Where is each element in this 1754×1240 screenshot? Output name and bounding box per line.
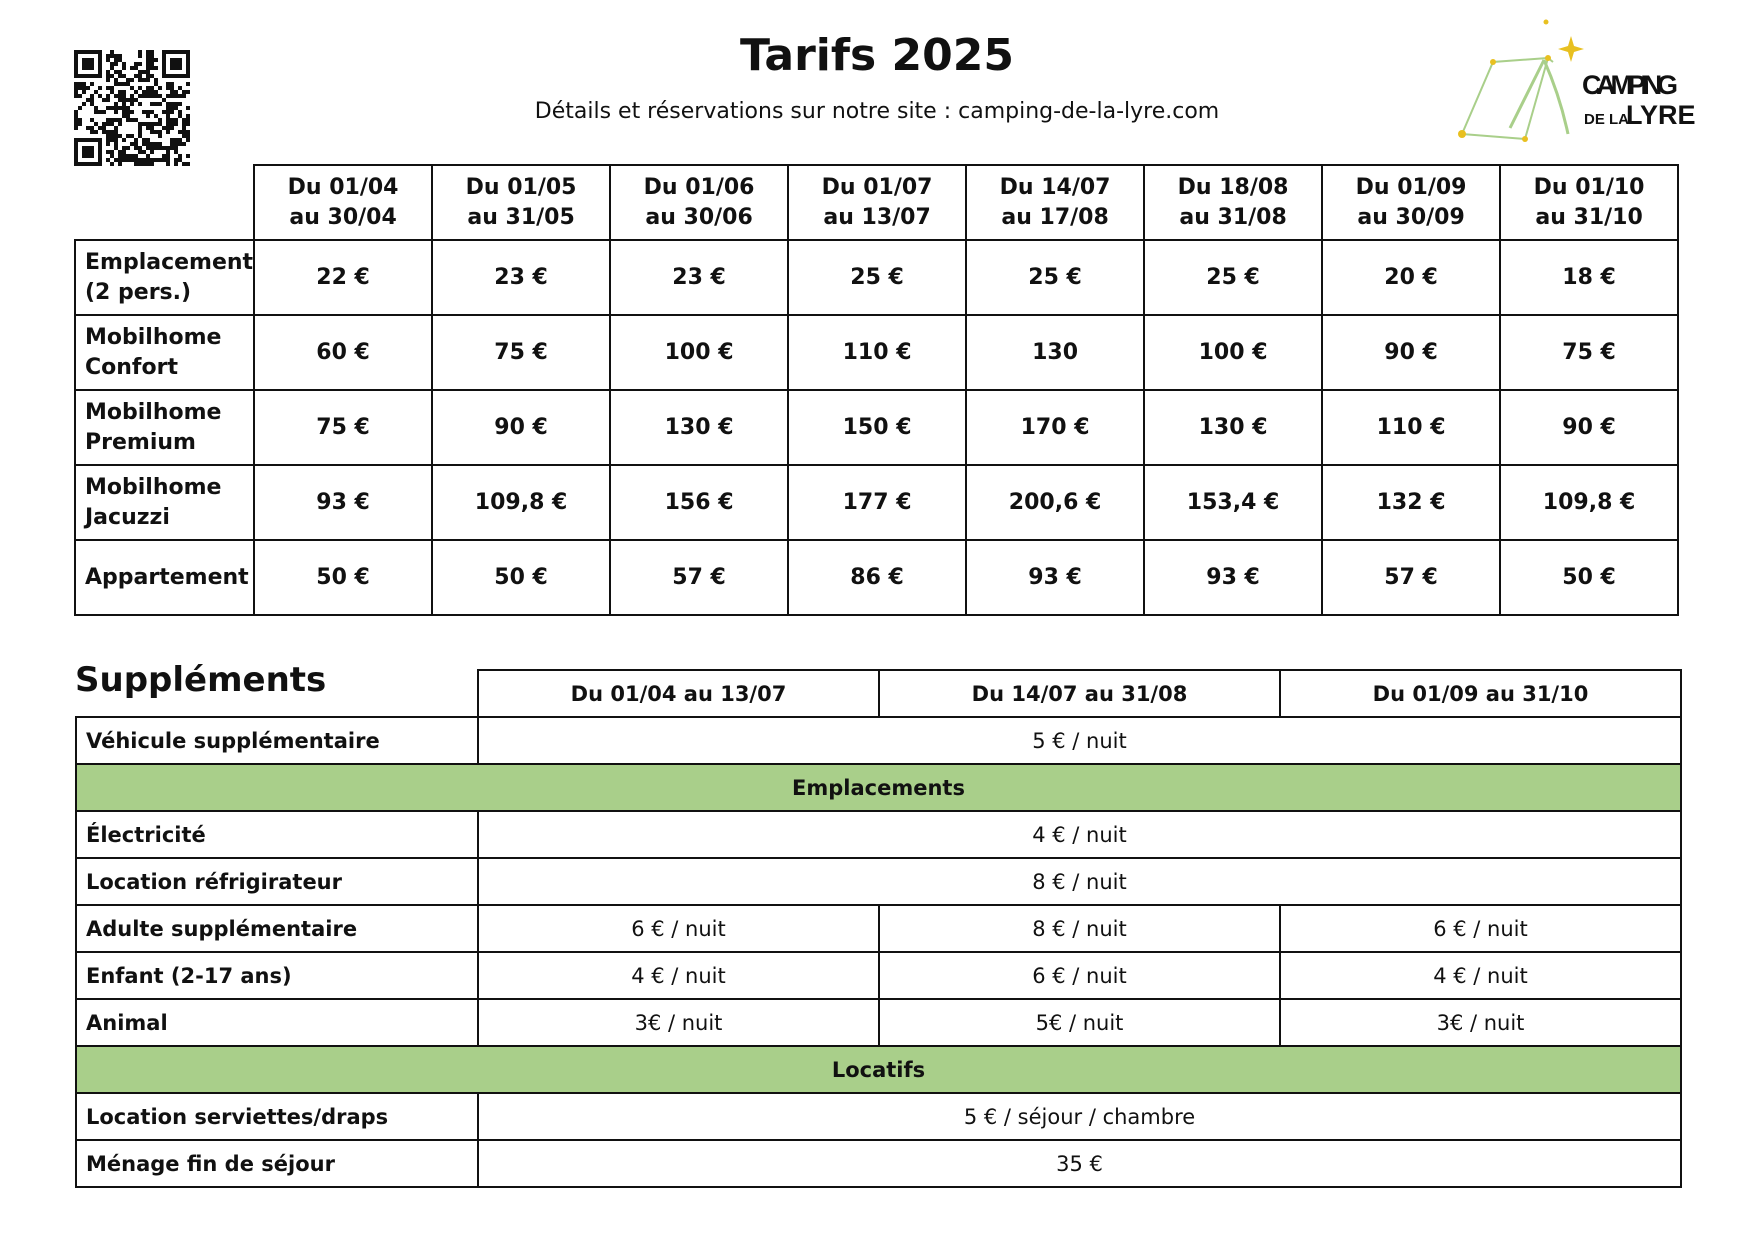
- section-row: [76, 764, 1681, 811]
- supplements-header-row: [76, 670, 1681, 717]
- price-cell: 90 €: [1500, 390, 1678, 465]
- price-cell: 130 €: [1144, 390, 1322, 465]
- period-header: [1322, 165, 1500, 240]
- supplement-row: [76, 1140, 1681, 1187]
- rate-row-emplacement: [75, 240, 1678, 315]
- period-end: au 30/04: [289, 204, 397, 230]
- price-cell: 25 €: [966, 240, 1144, 315]
- supplement-value: 5€ / nuit: [879, 999, 1280, 1046]
- empty-corner-cell: [75, 165, 254, 240]
- row-label: [75, 240, 254, 315]
- price-cell: 200,6 €: [966, 465, 1144, 540]
- price-cell: 20 €: [1322, 240, 1500, 315]
- rate-row-appartement: [75, 540, 1678, 615]
- supplement-value: 6 € / nuit: [478, 905, 879, 952]
- period-start: Du 01/09: [1355, 174, 1467, 200]
- section-header-emplacements: Emplacements: [76, 764, 1681, 811]
- supplement-row: [76, 999, 1681, 1046]
- supplement-value: 35 €: [478, 1140, 1681, 1187]
- row-label-line: Jacuzzi: [85, 504, 170, 530]
- supplement-label: Location réfrigirateur: [76, 858, 478, 905]
- price-cell: 23 €: [432, 240, 610, 315]
- period-start: Du 14/07: [999, 174, 1111, 200]
- price-cell: 153,4 €: [1144, 465, 1322, 540]
- period-header: Du 01/09 au 31/10: [1280, 670, 1681, 717]
- supplement-value: 4 € / nuit: [478, 952, 879, 999]
- price-cell: 93 €: [966, 540, 1144, 615]
- period-end: au 13/07: [823, 204, 931, 230]
- price-cell: 50 €: [254, 540, 432, 615]
- period-end: au 31/08: [1179, 204, 1287, 230]
- price-cell: 18 €: [1500, 240, 1678, 315]
- logo-line-2-big: LYRE: [1626, 100, 1696, 130]
- row-label: [75, 465, 254, 540]
- supplement-row: [76, 717, 1681, 764]
- rate-row-mobilhome-jacuzzi: [75, 465, 1678, 540]
- supplement-label: Ménage fin de séjour: [76, 1140, 478, 1187]
- price-cell: 75 €: [432, 315, 610, 390]
- supplement-label: Animal: [76, 999, 478, 1046]
- row-label-line: Mobilhome: [85, 399, 222, 425]
- supplement-value: 4 € / nuit: [478, 811, 1681, 858]
- price-cell: 110 €: [788, 315, 966, 390]
- supplement-row: [76, 952, 1681, 999]
- price-cell: 93 €: [254, 465, 432, 540]
- period-start: Du 01/10: [1533, 174, 1645, 200]
- period-end: au 31/10: [1535, 204, 1643, 230]
- price-cell: 93 €: [1144, 540, 1322, 615]
- supplement-value: 4 € / nuit: [1280, 952, 1681, 999]
- row-label-line: Mobilhome: [85, 474, 222, 500]
- supplement-value: 5 € / nuit: [478, 717, 1681, 764]
- price-cell: 23 €: [610, 240, 788, 315]
- price-cell: 109,8 €: [1500, 465, 1678, 540]
- supplements-title: Suppléments: [75, 660, 327, 700]
- price-cell: 22 €: [254, 240, 432, 315]
- rate-row-mobilhome-confort: [75, 315, 1678, 390]
- period-end: au 30/06: [645, 204, 753, 230]
- price-cell: 132 €: [1322, 465, 1500, 540]
- supplement-row: [76, 1093, 1681, 1140]
- period-header: [1500, 165, 1678, 240]
- price-cell: 130 €: [610, 390, 788, 465]
- price-cell: 50 €: [432, 540, 610, 615]
- tent-constellation-icon: [1458, 20, 1584, 143]
- supplement-row: [76, 858, 1681, 905]
- supplement-value: 6 € / nuit: [1280, 905, 1681, 952]
- logo-line-1: CAMPING: [1582, 70, 1678, 100]
- supplements-table: [75, 669, 1682, 1188]
- price-cell: 150 €: [788, 390, 966, 465]
- supplement-label: Adulte supplémentaire: [76, 905, 478, 952]
- period-end: au 17/08: [1001, 204, 1109, 230]
- period-header: [1144, 165, 1322, 240]
- row-label-line: Confort: [85, 354, 178, 380]
- period-header: Du 14/07 au 31/08: [879, 670, 1280, 717]
- price-cell: 100 €: [610, 315, 788, 390]
- supplement-value: 3€ / nuit: [478, 999, 879, 1046]
- period-header: [432, 165, 610, 240]
- price-cell: 57 €: [1322, 540, 1500, 615]
- period-header: [966, 165, 1144, 240]
- section-row: [76, 1046, 1681, 1093]
- price-cell: 75 €: [254, 390, 432, 465]
- supplement-value: 5 € / séjour / chambre: [478, 1093, 1681, 1140]
- row-label-line: (2 pers.): [85, 279, 192, 305]
- price-cell: 100 €: [1144, 315, 1322, 390]
- row-label-line: Mobilhome: [85, 324, 222, 350]
- supplement-label: Enfant (2-17 ans): [76, 952, 478, 999]
- period-start: Du 18/08: [1177, 174, 1289, 200]
- price-cell: 90 €: [1322, 315, 1500, 390]
- supplement-label: Location serviettes/draps: [76, 1093, 478, 1140]
- supplement-value: 3€ / nuit: [1280, 999, 1681, 1046]
- price-cell: 25 €: [1144, 240, 1322, 315]
- price-cell: 170 €: [966, 390, 1144, 465]
- price-cell: 86 €: [788, 540, 966, 615]
- period-header: [254, 165, 432, 240]
- period-start: Du 01/07: [821, 174, 933, 200]
- period-header: [788, 165, 966, 240]
- price-cell: 109,8 €: [432, 465, 610, 540]
- supplement-value: 8 € / nuit: [478, 858, 1681, 905]
- logo-line-2-small: DE LA: [1584, 111, 1629, 128]
- period-start: Du 01/05: [465, 174, 577, 200]
- price-cell: 156 €: [610, 465, 788, 540]
- price-cell: 90 €: [432, 390, 610, 465]
- price-cell: 60 €: [254, 315, 432, 390]
- row-label: [75, 315, 254, 390]
- period-header: Du 01/04 au 13/07: [478, 670, 879, 717]
- row-label-line: Appartement: [85, 564, 249, 590]
- row-label-line: Emplacement: [85, 249, 254, 275]
- supplement-label: Électricité: [76, 811, 478, 858]
- empty-corner-cell: [76, 670, 478, 717]
- period-end: au 30/09: [1357, 204, 1465, 230]
- section-header-locatifs: Locatifs: [76, 1046, 1681, 1093]
- supplement-value: 6 € / nuit: [879, 952, 1280, 999]
- period-header: [610, 165, 788, 240]
- period-start: Du 01/04: [287, 174, 399, 200]
- row-label: [75, 540, 254, 615]
- price-cell: 75 €: [1500, 315, 1678, 390]
- rates-table: [74, 164, 1679, 616]
- page-subtitle: Détails et réservations sur notre site : camping-de-la-lyre.com: [534, 99, 1220, 124]
- supplement-row: [76, 905, 1681, 952]
- price-cell: 130: [966, 315, 1144, 390]
- period-start: Du 01/06: [643, 174, 755, 200]
- price-cell: 57 €: [610, 540, 788, 615]
- row-label: [75, 390, 254, 465]
- camping-logo: [1448, 16, 1696, 146]
- period-end: au 31/05: [467, 204, 575, 230]
- rates-header-row: [75, 165, 1678, 240]
- rate-row-mobilhome-premium: [75, 390, 1678, 465]
- price-cell: 177 €: [788, 465, 966, 540]
- supplement-row: [76, 811, 1681, 858]
- price-cell: 25 €: [788, 240, 966, 315]
- price-cell: 50 €: [1500, 540, 1678, 615]
- price-cell: 110 €: [1322, 390, 1500, 465]
- supplement-value: 8 € / nuit: [879, 905, 1280, 952]
- supplement-label: Véhicule supplémentaire: [76, 717, 478, 764]
- row-label-line: Premium: [85, 429, 196, 455]
- page-title: Tarifs 2025: [740, 30, 1014, 81]
